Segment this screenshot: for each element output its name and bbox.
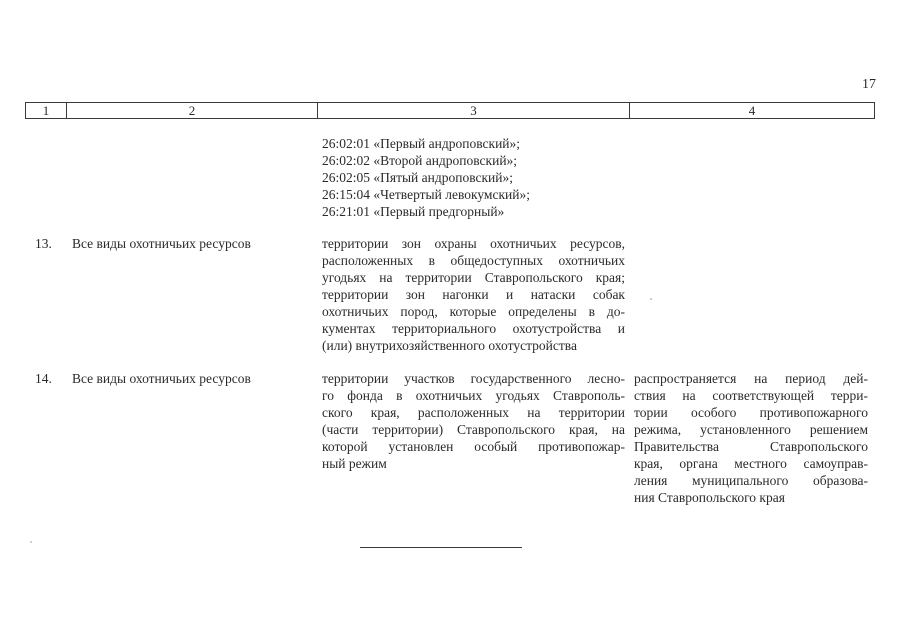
territory-line: го фонда в охотничьих угодьях Ставрополь- bbox=[322, 388, 625, 403]
territory-line: (части территории) Ставропольского края, на bbox=[322, 422, 625, 437]
territory-line: ского края, расположенных на территории bbox=[322, 405, 625, 420]
header-cell-3: 3 bbox=[318, 103, 630, 118]
scan-speck bbox=[30, 541, 32, 543]
row-note bbox=[634, 370, 868, 506]
note-line: тории особого противопожарного bbox=[634, 405, 868, 420]
header-cell-2: 2 bbox=[67, 103, 318, 118]
territory-line: кументах территориального охотустройства и bbox=[322, 321, 625, 336]
territory-line: 26:21:01 «Первый предгорный» bbox=[322, 204, 505, 219]
territory-line: 26:02:05 «Пятый андроповский»; bbox=[322, 170, 514, 185]
territory-line: территории зон нагонки и натаски собак bbox=[322, 287, 625, 302]
row-number: 14. bbox=[35, 371, 52, 386]
row-territory bbox=[322, 370, 625, 472]
note-line: распространяется на период дей- bbox=[634, 371, 868, 386]
territory-line: расположенных в общедоступных охотничьих bbox=[322, 253, 625, 268]
header-cell-4: 4 bbox=[748, 103, 756, 118]
note-line: ления муниципального образова- bbox=[634, 473, 868, 488]
row-resource: Все виды охотничьих ресурсов bbox=[72, 236, 251, 251]
territory-line: территории участков государственного лесно- bbox=[322, 371, 625, 386]
territory-line: (или) внутрихозяйственного охотустройства bbox=[322, 338, 577, 353]
row-territory bbox=[322, 235, 625, 354]
territory-line: ный режим bbox=[322, 456, 387, 471]
table-header-row bbox=[25, 102, 875, 119]
page-number: 17 bbox=[862, 77, 876, 92]
note-line: ствия на соответствующей терри- bbox=[634, 388, 868, 403]
continuation-territory-list bbox=[322, 135, 625, 220]
note-line: режима, установленного решением bbox=[634, 422, 868, 437]
territory-line: 26:02:01 «Первый андроповский»; bbox=[322, 136, 521, 151]
end-of-table-rule bbox=[360, 547, 522, 548]
territory-line: 26:02:02 «Второй андроповский»; bbox=[322, 153, 518, 168]
note-line: Правительства Ставропольского bbox=[634, 439, 868, 454]
header-cell-1: 1 bbox=[26, 103, 67, 118]
territory-line: территории зон охраны охотничьих ресурсов, bbox=[322, 236, 625, 251]
row-resource: Все виды охотничьих ресурсов bbox=[72, 371, 251, 386]
note-line: ния Ставропольского края bbox=[634, 490, 785, 505]
note-line: края, органа местного самоуправ- bbox=[634, 456, 868, 471]
territory-line: которой установлен особый противопожар- bbox=[322, 439, 625, 454]
row-number: 13. bbox=[35, 236, 52, 251]
territory-line: угодьях на территории Ставропольского края; bbox=[322, 270, 625, 285]
territory-line: охотничьих пород, которые определены в до- bbox=[322, 304, 625, 319]
scan-speck bbox=[650, 298, 652, 300]
territory-line: 26:15:04 «Четвертый левокумский»; bbox=[322, 187, 530, 202]
